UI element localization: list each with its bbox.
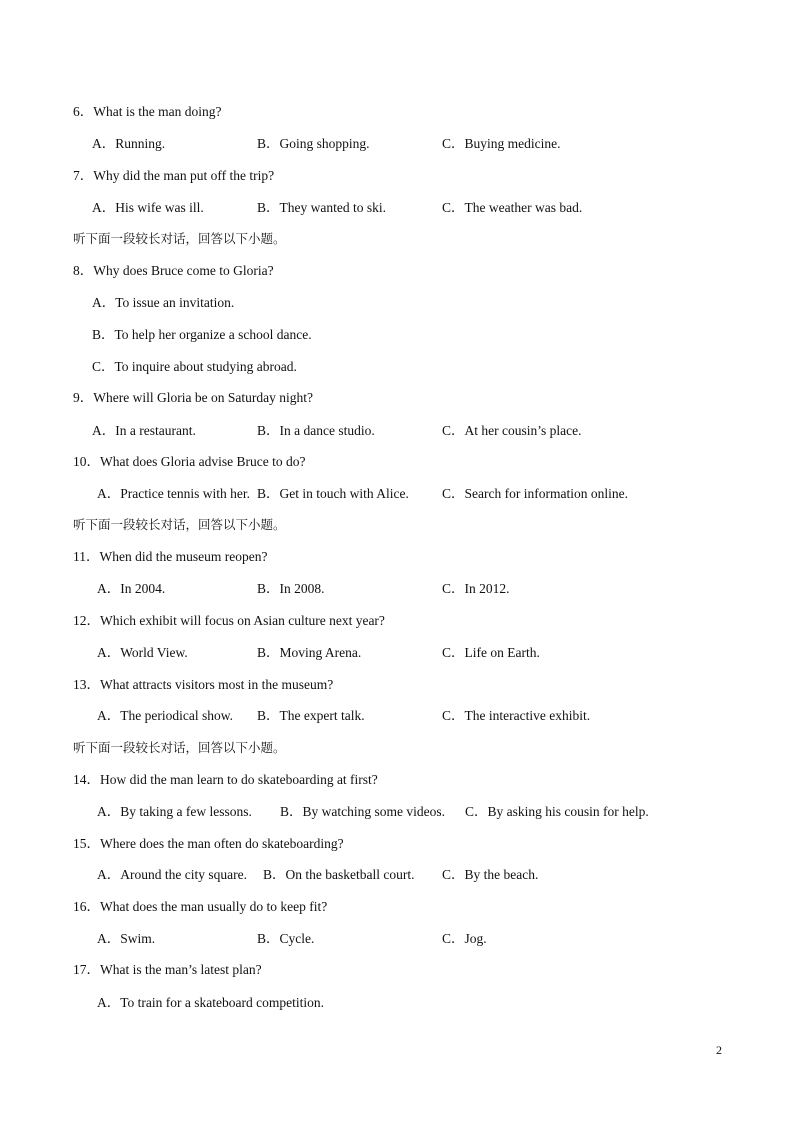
q9-option-c[interactable]: C．At her cousin’s place. <box>442 423 582 438</box>
q13-option-c[interactable]: C．The interactive exhibit. <box>442 708 591 723</box>
q14-option-a[interactable]: A．By taking a few lessons. <box>97 804 252 819</box>
q6-option-b[interactable]: B．Going shopping. <box>257 136 370 151</box>
q9-option-b[interactable]: B．In a dance studio. <box>257 423 375 438</box>
q8-option-a[interactable]: A．To issue an invitation. <box>92 295 235 310</box>
question-15: 15．Where does the man often do skateboarding? <box>73 836 344 851</box>
q9-option-a[interactable]: A．In a restaurant. <box>92 423 196 438</box>
q12-option-b[interactable]: B．Moving Arena. <box>257 645 362 660</box>
q15-option-c[interactable]: C．By the beach. <box>442 867 539 882</box>
question-17: 17．What is the man’s latest plan? <box>73 962 262 977</box>
q12-option-a[interactable]: A．World View. <box>97 645 188 660</box>
q14-option-b[interactable]: B．By watching some videos. <box>280 804 445 819</box>
section-heading-1: 听下面一段较长对话，回答以下小题。 <box>73 231 286 246</box>
page-number: 2 <box>716 1043 722 1057</box>
question-14: 14．How did the man learn to do skateboarding at first? <box>73 772 378 787</box>
q7-option-c[interactable]: C．The weather was bad. <box>442 200 583 215</box>
q17-option-a[interactable]: A．To train for a skateboard competition. <box>97 995 324 1010</box>
q12-option-c[interactable]: C．Life on Earth. <box>442 645 540 660</box>
q13-option-b[interactable]: B．The expert talk. <box>257 708 365 723</box>
q8-option-c[interactable]: C．To inquire about studying abroad. <box>92 359 297 374</box>
q14-option-c[interactable]: C．By asking his cousin for help. <box>465 804 649 819</box>
q16-option-c[interactable]: C．Jog. <box>442 931 487 946</box>
question-16: 16．What does the man usually do to keep fit? <box>73 899 328 914</box>
section-heading-3: 听下面一段较长对话，回答以下小题。 <box>73 740 286 755</box>
q16-option-b[interactable]: B．Cycle. <box>257 931 315 946</box>
q10-option-b[interactable]: B．Get in touch with Alice. <box>257 486 409 501</box>
q15-option-a[interactable]: A．Around the city square. <box>97 867 247 882</box>
question-6: 6．What is the man doing? <box>73 104 222 119</box>
q6-option-a[interactable]: A．Running. <box>92 136 166 151</box>
q13-option-a[interactable]: A．The periodical show. <box>97 708 233 723</box>
q8-option-b[interactable]: B．To help her organize a school dance. <box>92 327 312 342</box>
q10-option-c[interactable]: C．Search for information online. <box>442 486 628 501</box>
q16-option-a[interactable]: A．Swim. <box>97 931 156 946</box>
q7-option-b[interactable]: B．They wanted to ski. <box>257 200 386 215</box>
question-7: 7．Why did the man put off the trip? <box>73 168 275 183</box>
question-13: 13．What attracts visitors most in the museum? <box>73 677 334 692</box>
question-8: 8．Why does Bruce come to Gloria? <box>73 263 274 278</box>
question-10: 10．What does Gloria advise Bruce to do? <box>73 454 306 469</box>
q15-option-b[interactable]: B．On the basketball court. <box>263 867 415 882</box>
question-11: 11．When did the museum reopen? <box>73 549 268 564</box>
q11-option-c[interactable]: C．In 2012. <box>442 581 510 596</box>
question-12: 12．Which exhibit will focus on Asian culture next year? <box>73 613 385 628</box>
q7-option-a[interactable]: A．His wife was ill. <box>92 200 204 215</box>
q10-option-a[interactable]: A．Practice tennis with her. <box>97 486 250 501</box>
q11-option-b[interactable]: B．In 2008. <box>257 581 325 596</box>
q11-option-a[interactable]: A．In 2004. <box>97 581 166 596</box>
q6-option-c[interactable]: C．Buying medicine. <box>442 136 561 151</box>
question-9: 9．Where will Gloria be on Saturday night? <box>73 390 313 405</box>
section-heading-2: 听下面一段较长对话，回答以下小题。 <box>73 517 286 532</box>
